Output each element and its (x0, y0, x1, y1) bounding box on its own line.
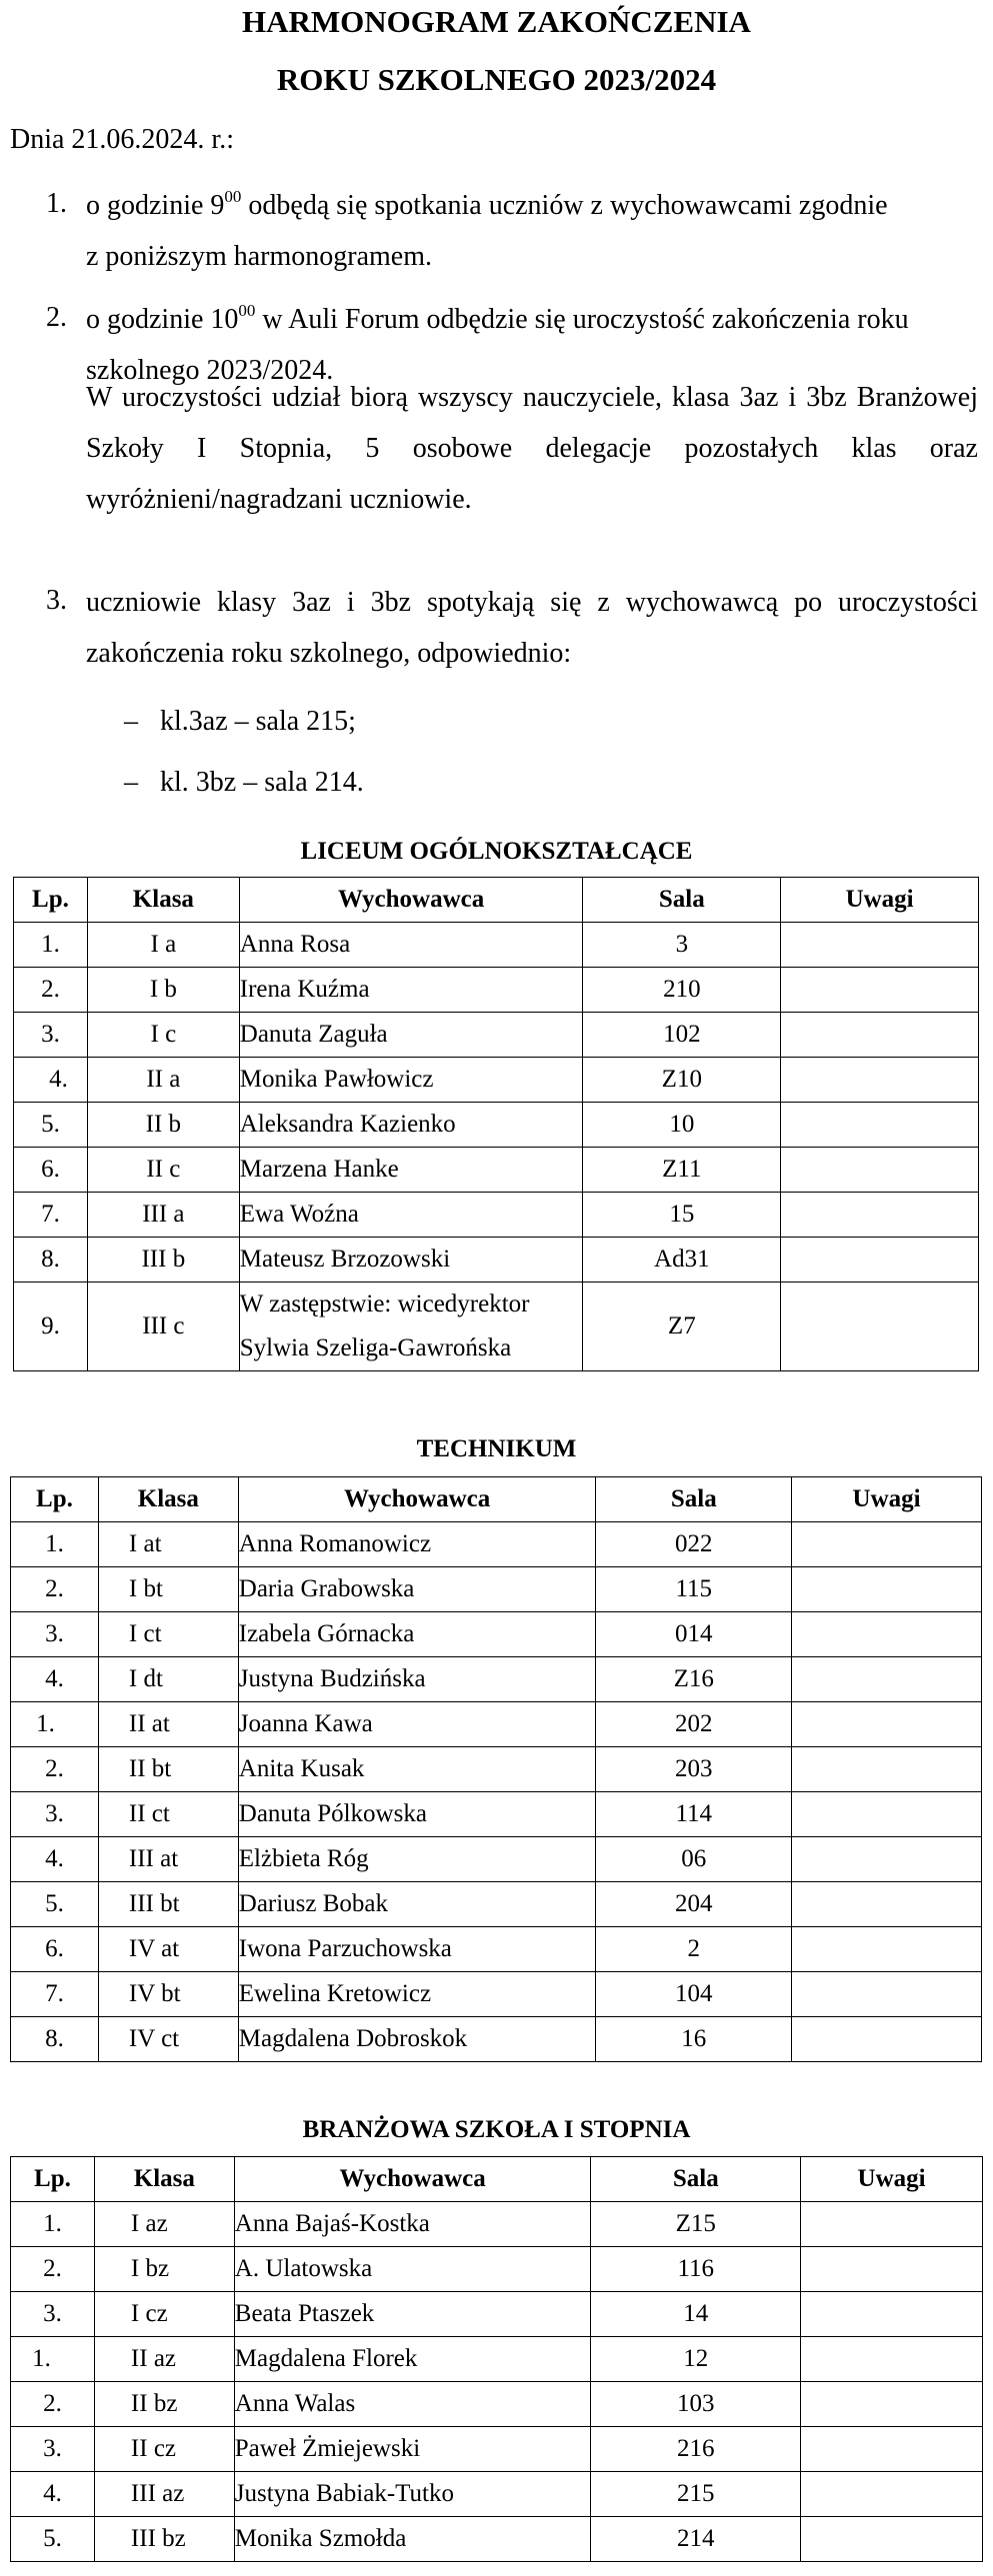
liceum-title: LICEUM OGÓLNOKSZTAŁCĄCE (300, 838, 693, 865)
col-uwagi: Uwagi (792, 1477, 982, 1522)
cell-sala: 10 (583, 1103, 781, 1148)
cell-lp: 2. (11, 1567, 99, 1612)
point-1-line2: z poniższym harmonogramem. (86, 241, 433, 272)
cell-wychowawca: Danuta Pólkowska (238, 1792, 596, 1837)
cell-uwagi (792, 1567, 982, 1612)
table-row (11, 2472, 983, 2517)
cell-wychowawca: Justyna Babiak-Tutko (234, 2472, 591, 2517)
cell-lp: 6. (11, 1927, 99, 1972)
cell-klasa: III at (98, 1837, 238, 1882)
cell-wychowawca: A. Ulatowska (234, 2247, 591, 2292)
cell-wychowawca: Ewa Woźna (239, 1193, 583, 1238)
cell-lp: 4. (11, 2472, 95, 2517)
cell-wychowawca: Elżbieta Róg (238, 1837, 596, 1882)
table-row (11, 1927, 982, 1972)
cell-uwagi (801, 2382, 983, 2427)
cell-lp: 4. (14, 1058, 88, 1103)
point-2-number: 2. (46, 302, 67, 333)
table-header-row (14, 878, 979, 923)
point-2-sup: 00 (238, 300, 256, 320)
cell-uwagi (792, 1972, 982, 2017)
cell-klasa: II b (87, 1103, 239, 1148)
cell-uwagi (792, 1882, 982, 1927)
cell-uwagi (792, 1612, 982, 1657)
cell-sala: Z11 (583, 1148, 781, 1193)
table-row (11, 1657, 982, 1702)
table-row (11, 2427, 983, 2472)
point-1-text-b: odbędą się spotkania uczniów z wychowawcami zgodnie (241, 190, 888, 221)
table-row (14, 968, 979, 1013)
point-2-line2: szkolnego 2023/2024. (86, 355, 334, 386)
cell-wychowawca: Anita Kusak (238, 1747, 596, 1792)
col-uwagi: Uwagi (801, 2157, 983, 2202)
cell-uwagi (781, 1103, 979, 1148)
cell-wychowawca: Anna Bajaś-Kostka (234, 2202, 591, 2247)
cell-klasa: III bz (94, 2517, 234, 2562)
cell-uwagi (801, 2427, 983, 2472)
cell-klasa: II az (94, 2337, 234, 2382)
cell-lp: 1. (11, 1702, 99, 1747)
cell-wychowawca: Aleksandra Kazienko (239, 1103, 583, 1148)
table-row (11, 1522, 982, 1567)
cell-uwagi (801, 2202, 983, 2247)
cell-lp: 7. (14, 1193, 88, 1238)
cell-klasa: IV ct (98, 2017, 238, 2062)
cell-sala: 022 (596, 1522, 792, 1567)
cell-lp: 3. (14, 1013, 88, 1058)
cell-wychowawca: Izabela Górnacka (238, 1612, 596, 1657)
cell-wychowawca: Joanna Kawa (238, 1702, 596, 1747)
cell-klasa: I ct (98, 1612, 238, 1657)
branzowa-table (10, 2156, 983, 2562)
cell-lp: 2. (11, 1747, 99, 1792)
cell-sala: 215 (591, 2472, 801, 2517)
date-line: Dnia 21.06.2024. r.: (10, 124, 234, 155)
cell-klasa: III a (87, 1193, 239, 1238)
table-row (14, 1103, 979, 1148)
cell-klasa: I b (87, 968, 239, 1013)
cell-lp: 5. (11, 1882, 99, 1927)
table-row (11, 1792, 982, 1837)
table-row (11, 2517, 983, 2562)
table-row (14, 1148, 979, 1193)
cell-wychowawca-line2: Sylwia Szeliga-Gawrońska (239, 1334, 512, 1361)
table-row (11, 2202, 983, 2247)
col-sala: Sala (596, 1477, 792, 1522)
cell-klasa: II c (87, 1148, 239, 1193)
cell-lp: 1. (11, 1522, 99, 1567)
cell-sala: 116 (591, 2247, 801, 2292)
cell-wychowawca: Ewelina Kretowicz (238, 1972, 596, 2017)
cell-sala: 3 (583, 923, 781, 968)
point-1-text (86, 180, 978, 282)
cell-sala: 203 (596, 1747, 792, 1792)
point-3-text: uczniowie klasy 3az i 3bz spotykają się z wychowawcą po uroczystości zakończenia roku szkolnego, odpowiednio: (86, 587, 978, 669)
col-wychowawca: Wychowawca (239, 878, 583, 923)
point-1-number: 1. (46, 188, 67, 219)
table-row (11, 2337, 983, 2382)
sub-item-3az: kl.3az – sala 215; (160, 706, 356, 737)
cell-uwagi (792, 1837, 982, 1882)
cell-klasa: I az (94, 2202, 234, 2247)
cell-uwagi (781, 1283, 979, 1371)
col-klasa: Klasa (98, 1477, 238, 1522)
table-row (11, 1882, 982, 1927)
cell-wychowawca: Magdalena Florek (234, 2337, 591, 2382)
cell-uwagi (781, 923, 979, 968)
cell-klasa: II a (87, 1058, 239, 1103)
cell-sala: 2 (596, 1927, 792, 1972)
cell-lp: 9. (14, 1283, 88, 1371)
table-header-row (11, 2157, 983, 2202)
cell-klasa: III c (87, 1283, 239, 1371)
cell-uwagi (781, 1058, 979, 1103)
table-row (14, 1058, 979, 1103)
document-title-line1: HARMONOGRAM ZAKOŃCZENIA (242, 4, 751, 39)
point-1-text-a: o godzinie 9 (86, 190, 225, 221)
cell-wychowawca-line1: W zastępstwie: wicedyrektor (239, 1290, 530, 1317)
table-row (14, 923, 979, 968)
table-row (11, 2292, 983, 2337)
cell-sala: Z7 (583, 1283, 781, 1371)
cell-klasa: III b (87, 1238, 239, 1283)
cell-wychowawca (239, 1283, 583, 1371)
cell-klasa: I cz (94, 2292, 234, 2337)
col-klasa: Klasa (87, 878, 239, 923)
technikum-title: TECHNIKUM (416, 1435, 577, 1462)
sub-item-3bz: kl. 3bz – sala 214. (160, 767, 364, 798)
cell-sala: Ad31 (583, 1238, 781, 1283)
col-lp: Lp. (11, 1477, 99, 1522)
cell-wychowawca: Dariusz Bobak (238, 1882, 596, 1927)
col-lp: Lp. (11, 2157, 95, 2202)
cell-wychowawca: Beata Ptaszek (234, 2292, 591, 2337)
cell-sala: 210 (583, 968, 781, 1013)
cell-uwagi (792, 1702, 982, 1747)
cell-klasa: III bt (98, 1882, 238, 1927)
cell-sala: 16 (596, 2017, 792, 2062)
point-2-text-a: o godzinie 10 (86, 304, 239, 335)
cell-uwagi (801, 2472, 983, 2517)
dash-2: – (124, 767, 138, 798)
cell-uwagi (792, 2017, 982, 2062)
cell-sala: 103 (591, 2382, 801, 2427)
cell-lp: 4. (11, 1657, 99, 1702)
cell-sala: 202 (596, 1702, 792, 1747)
table-row (14, 1283, 979, 1371)
cell-lp: 8. (11, 2017, 99, 2062)
cell-lp: 1. (11, 2202, 95, 2247)
cell-uwagi (792, 1657, 982, 1702)
table-header-row (11, 1477, 982, 1522)
cell-uwagi (801, 2247, 983, 2292)
cell-wychowawca: Anna Walas (234, 2382, 591, 2427)
cell-wychowawca: Danuta Zaguła (239, 1013, 583, 1058)
cell-wychowawca: Mateusz Brzozowski (239, 1238, 583, 1283)
cell-sala: 204 (596, 1882, 792, 1927)
cell-lp: 1. (14, 923, 88, 968)
cell-klasa: I bz (94, 2247, 234, 2292)
cell-klasa: IV at (98, 1927, 238, 1972)
cell-lp: 2. (14, 968, 88, 1013)
cell-uwagi (781, 1193, 979, 1238)
cell-wychowawca: Justyna Budzińska (238, 1657, 596, 1702)
cell-lp: 3. (11, 1612, 99, 1657)
cell-wychowawca: Iwona Parzuchowska (238, 1927, 596, 1972)
cell-sala: 14 (591, 2292, 801, 2337)
cell-klasa: II bz (94, 2382, 234, 2427)
liceum-table (13, 877, 979, 1371)
cell-klasa: I c (87, 1013, 239, 1058)
point-3-number: 3. (46, 585, 67, 616)
cell-sala: 214 (591, 2517, 801, 2562)
cell-wychowawca: Magdalena Dobroskok (238, 2017, 596, 2062)
cell-wychowawca: Monika Pawłowicz (239, 1058, 583, 1103)
cell-wychowawca: Irena Kuźma (239, 968, 583, 1013)
col-sala: Sala (591, 2157, 801, 2202)
cell-wychowawca: Paweł Żmiejewski (234, 2427, 591, 2472)
point-1-sup: 00 (224, 186, 242, 206)
cell-uwagi (792, 1522, 982, 1567)
cell-klasa: IV bt (98, 1972, 238, 2017)
cell-sala: Z16 (596, 1657, 792, 1702)
table-row (11, 2382, 983, 2427)
table-row (11, 2247, 983, 2292)
cell-klasa: I dt (98, 1657, 238, 1702)
cell-klasa: II ct (98, 1792, 238, 1837)
branzowa-title: BRANŻOWA SZKOŁA I STOPNIA (302, 2116, 691, 2143)
col-wychowawca: Wychowawca (238, 1477, 596, 1522)
cell-lp: 3. (11, 2292, 95, 2337)
cell-klasa: II at (98, 1702, 238, 1747)
col-klasa: Klasa (94, 2157, 234, 2202)
cell-sala: 216 (591, 2427, 801, 2472)
cell-uwagi (781, 1013, 979, 1058)
table-row (11, 1837, 982, 1882)
table-row (14, 1238, 979, 1283)
table-row (14, 1193, 979, 1238)
cell-sala: 15 (583, 1193, 781, 1238)
cell-lp: 5. (11, 2517, 95, 2562)
document-title-line2: ROKU SZKOLNEGO 2023/2024 (276, 62, 717, 97)
cell-sala: 12 (591, 2337, 801, 2382)
cell-uwagi (801, 2517, 983, 2562)
cell-klasa: I a (87, 923, 239, 968)
cell-klasa: III az (94, 2472, 234, 2517)
cell-lp: 8. (14, 1238, 88, 1283)
cell-klasa: II bt (98, 1747, 238, 1792)
table-row (11, 1612, 982, 1657)
cell-lp: 7. (11, 1972, 99, 2017)
cell-sala: 102 (583, 1013, 781, 1058)
col-wychowawca: Wychowawca (234, 2157, 591, 2202)
cell-uwagi (792, 1747, 982, 1792)
cell-uwagi (801, 2337, 983, 2382)
cell-lp: 6. (14, 1148, 88, 1193)
cell-lp: 4. (11, 1837, 99, 1882)
cell-sala: 06 (596, 1837, 792, 1882)
cell-lp: 1. (11, 2337, 95, 2382)
col-sala: Sala (583, 878, 781, 923)
cell-lp: 2. (11, 2382, 95, 2427)
cell-klasa: I bt (98, 1567, 238, 1612)
dash-1: – (124, 706, 138, 737)
table-row (11, 1567, 982, 1612)
technikum-table (10, 1476, 982, 2062)
cell-wychowawca: Daria Grabowska (238, 1567, 596, 1612)
table-row (11, 1702, 982, 1747)
cell-sala: Z15 (591, 2202, 801, 2247)
cell-wychowawca: Anna Romanowicz (238, 1522, 596, 1567)
cell-lp: 2. (11, 2247, 95, 2292)
cell-klasa: I at (98, 1522, 238, 1567)
cell-uwagi (781, 1238, 979, 1283)
cell-sala: 115 (596, 1567, 792, 1612)
cell-lp: 3. (11, 2427, 95, 2472)
point-2-text-b: w Auli Forum odbędzie się uroczystość zakończenia roku (255, 304, 909, 335)
cell-sala: 104 (596, 1972, 792, 2017)
cell-wychowawca: Monika Szmołda (234, 2517, 591, 2562)
cell-uwagi (792, 1927, 982, 1972)
cell-uwagi (781, 968, 979, 1013)
table-row (11, 2017, 982, 2062)
cell-wychowawca: Marzena Hanke (239, 1148, 583, 1193)
cell-wychowawca: Anna Rosa (239, 923, 583, 968)
cell-uwagi (781, 1148, 979, 1193)
cell-sala: 114 (596, 1792, 792, 1837)
cell-klasa: II cz (94, 2427, 234, 2472)
table-row (11, 1972, 982, 2017)
cell-lp: 5. (14, 1103, 88, 1148)
col-lp: Lp. (14, 878, 88, 923)
cell-uwagi (792, 1792, 982, 1837)
cell-uwagi (801, 2292, 983, 2337)
cell-lp: 3. (11, 1792, 99, 1837)
point-2-paragraph: W uroczystości udział biorą wszyscy nauczyciele, klasa 3az i 3bz Branżowej Szkoły I Stopnia, 5 osobowe delegacje pozostałych klas oraz wyróżnieni/nagradzani uczniowie. (86, 382, 978, 515)
table-row (14, 1013, 979, 1058)
cell-sala: Z10 (583, 1058, 781, 1103)
col-uwagi: Uwagi (781, 878, 979, 923)
cell-sala: 014 (596, 1612, 792, 1657)
table-row (11, 1747, 982, 1792)
